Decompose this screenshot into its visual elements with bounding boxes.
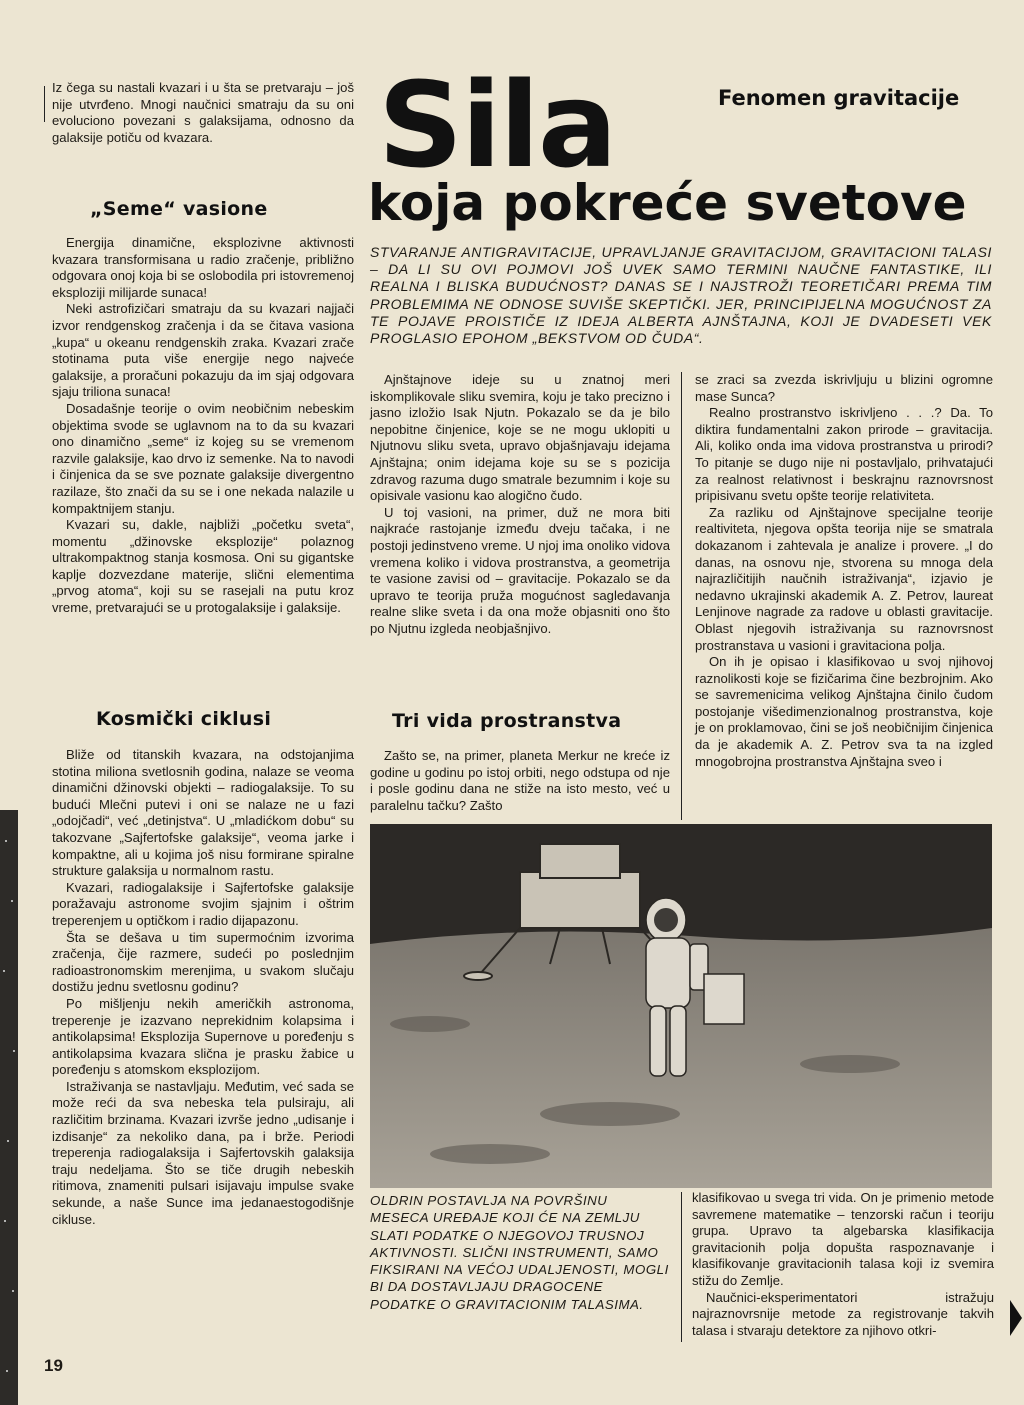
column-divider: [681, 372, 682, 820]
subheading-tri-vida: Tri vida prostranstva: [392, 710, 622, 732]
paragraph: Kvazari, radiogalaksije i Sajfertofske galaksije poražavaju astronome svojim sjajnim i oštrim treperenjem u optičkom i radio dijapazonu.: [52, 879, 354, 928]
lead-paragraph: STVARANJE ANTIGRAVITACIJE, UPRAVLJANJE GRAVITACIJOM, GRAVITACIONI TALASI – DA LI SU OVI POJMOVI JOŠ UVEK SAMO TERMINI NAUČNE FANTASTIKE, ILI REALNA I BLISKA BUDUĆNOST? DANAS SE I NAJSTROŽI TEORETIČARI PREMA TIM PROBLEMIMA NE ODNOSE SUVIŠE SKEPTIČKI. JER, PRINCIPIJELNA MOGUĆNOST ZA TE POJAVE PROISTIČE IZ IDEJA ALBERTA AJNŠTAJNA, KOJI JE DVADESETI VEK PROGLASIO EPOHOM „BEKSTVOM OD ČUDA“.: [370, 244, 992, 347]
astronaut-on-moon-illustration: [370, 824, 992, 1188]
paragraph: Neki astrofizičari smatraju da su kvazari najjači izvor rendgenskog zračenja i da se čitava vasiona „kupa“ u okeanu rendgenskih zraka. Kvazari zrače stotinama puta više energije nego najveće galaksije, a proračuni pokazuju da im sjaj odgovara sjaju triliona sunaca!: [52, 301, 354, 400]
starfield-strip: [0, 810, 18, 1405]
paragraph: Realno prostranstvo iskrivljeno . . .? Da. To diktira fundamentalni zakon prirode – gravitacija. Ali, koliko onda ima vidova prostranstva u prirodi? To pitanje se dugo nije ni postavljalo, prihvatajući za realnost relativnost i beskrajnu raznovrsnost pripisivanu svetu opšte teorije relativiteta.: [695, 405, 993, 504]
column-middle: [370, 372, 670, 638]
caption-divider: [681, 1192, 682, 1342]
page-number: 19: [44, 1356, 63, 1375]
photo-caption: OLDRIN POSTAVLJA NA POVRŠINU MESECA UREĐAJE KOJI ĆE NA ZEMLJU SLATI PODATKE O NJEGOVOJ TRUSNOJ AKTIVNOSTI. SLIČNI INSTRUMENTI, SAMO FIKSIRANI NA VEĆOJ UDALJENOSTI, MOGLI BI DA DOSTAVLJAJU DRAGOCENE PODATKE O GRAVITACIONIM TALASIMA.: [370, 1193, 669, 1312]
paragraph: Šta se dešava u tim supermoćnim izvorima zračenja, čije razmere, sudeći po poslednjim radioastronomskim merenjima, u svakom slučaju dostižu jednu svetlosnu godinu?: [52, 929, 354, 995]
column-left-intro: [52, 80, 354, 146]
column-middle-section: [370, 748, 670, 814]
column-right: [695, 372, 993, 770]
paragraph: On ih je opisao i klasifikovao u svoj njihovoj raznolikosti koje se fizičarima čine bezbrojnim. Ako se savremenicima velikog Ajnštajna činilo čudom postojanje višedimenzionalnog prostranstva, koje je on proklamovao, čini se još neobičnijim činjenica da je akademik A. Z. Petrov sva ta na izgled mnogobrojna prostranstva Ajnštajna sveo i: [695, 654, 993, 769]
intro-paragraph: Iz čega su nastali kvazari i u šta se pretvaraju – još nije utvrđeno. Mnogi naučnici smatraju da su oni evoluciono povezani s galaksijama, odnosno da galaksije potiču od kvazara.: [52, 80, 354, 145]
paragraph: Naučnici-eksperimentatori istražuju najraznovrsnije metode za registrovanje takvih talasa i stvaraju detektore za njihovo otkri-: [692, 1289, 994, 1338]
paragraph: Bliže od titanskih kvazara, na odstojanjima stotina miliona svetlosnih godina, nalaze se veoma dinamični džinovski objekti – radiogalaksije. To su budući Mlečni putevi i oni se nalaze ne u fazi „odojčadi“, već „detinjstva“. U „mladićkom dobu“ su takozvane „Sajfertofske galaksije“, veoma jarke i kompaktne, ali u kojima još nisu formirane spiralne strukture galaksija u normalnom rastu.: [52, 747, 354, 879]
paragraph: Energija dinamične, eksplozivne aktivnosti kvazara transformisana u radio zračenje, približno odgovara onoj koja bi se oslobodila pri istovremenoj eksploziji milijarde sunaca!: [52, 235, 354, 300]
moon-landing-photo: [370, 824, 992, 1188]
paragraph: Dosadašnje teorije o ovim neobičnim nebeskim objektima svode se uglavnom na to da su kvazari ono dinamično „seme“ iz kojeg su se vremenom razvile galaksije, kao drvo iz semenke. Na to navodi i činjenica da se sve poznate galaksije divergentno razilaze, što znači da su se i one nekada nalazile u kompaktnijem stanju.: [52, 400, 354, 516]
paragraph: Zašto se, na primer, planeta Merkur ne kreće iz godine u godinu po istoj orbiti, nego odstupa od nje i posle godinu dana ne stiže na isto mesto, već u paralelnu tačku? Zašto: [370, 748, 670, 813]
continue-arrow-icon[interactable]: [1010, 1300, 1022, 1336]
left-margin-rule: [44, 86, 45, 122]
paragraph: Po mišljenju nekih američkih astronoma, treperenje je izazvano neprekidnim kolapsima i antikolapsima! Eksplozija Supernove u poređenju s antikolapsima kvazara slična je prasku žabice u poređenju s atomskom eksplozijom.: [52, 995, 354, 1078]
headline-main: Sila: [378, 56, 616, 194]
section-kicker: Fenomen gravitacije: [718, 86, 960, 110]
paragraph: se zraci sa zvezda iskrivljuju u blizini ogromne mase Sunca?: [695, 372, 993, 404]
paragraph: U toj vasioni, na primer, duž ne mora biti najkraće rastojanje između dveju tačaka, i ne postoji jedinstveno vreme. U njoj ima onoliko vidova vremena koliko i vidova prostranstva, a geometrija te vasione zavisi od – gravitacije. Pokazalo se da upravo te teorija pruža mogućnost sagledavanja realne slike sveta i da ona može objasniti ono što po Njutnu izgleda neobjašnjivo.: [370, 504, 670, 636]
subheading-seme-vasione: „Seme“ vasione: [90, 198, 268, 220]
paragraph: klasifikovao u svega tri vida. On je primenio metode savremene matematike – tenzorski račun i teoriju grupa. Upravo ta algebarska klasifikacija gravitacionih polja dopušta raspoznavanje i klasifikovanje gravitacionih talasa koji iz svemira stižu do Zemlje.: [692, 1190, 994, 1288]
paragraph: Istraživanja se nastavljaju. Međutim, već sada se može reći da sva nebeska tela pulsiraju, ali različitim brzinama. Kvazari izvrše jedno „udisanje i izdisanje“ za nekoliko dana, pa i brže. Periodi treperenja radiogalaksija i Sajfertovskih galaksija traju nedeljama. Što se tiče drugih nebeskih ritimova, znameniti pulsari isijavaju impulse svake sekunde, a naše Sunce ima jedanaestogodišnje cikluse.: [52, 1078, 354, 1227]
paragraph: Za razliku od Ajnštajnove specijalne teorije realtiviteta, njegova opšta teorija nije se smatrala dokazanom i zahtevala je analize i provere. „I do danas, na osnovu nje, stvorena su mnoga dela najrazličitijih naučnih istraživanja“, izjavio je nedavno ukrajinski akademik A. Z. Petrov, laureat Lenjinove nagrade za radove u oblasti gravitacije. Oblast njegovih istraživanja su raznovrsnost prostranstava u vasioni i gravitaciona polja.: [695, 504, 993, 653]
paragraph: Kvazari su, dakle, najbliži „početku sveta“, momentu „džinovske eksplozije“ polaznog ultrakompaktnog stanja kosmosa. Oni su gigantske kaplje dozvezdane materije, slični elementima „prvog atoma“, koji su se rasejali na putu kroz vreme, pretvarajući se u protogalaksije i galaksije.: [52, 517, 354, 616]
column-left-section2: [52, 747, 354, 1228]
paragraph: Ajnštajnove ideje su u znatnoj meri iskomplikovale sliku svemira, koju je tako precizno i jasno izložio Isak Njutn. Pokazalo se da je bilo nepobitne činjenice, koje se ne mogu uklopiti u Njutnovu sliku sveta, upravo objašnjavaju idejama Ajnštajna; onim idejama koje su se s pozicija zdravog razuma dugo smatrale bezumnim i koje su opisivale vasionu kao alogično čudo.: [370, 372, 670, 504]
headline-sub: koja pokreće svetove: [368, 174, 967, 232]
column-left-section1: [52, 235, 354, 617]
subheading-kosmicki-ciklusi: Kosmički ciklusi: [96, 708, 272, 730]
column-right-bottom: [692, 1190, 994, 1339]
